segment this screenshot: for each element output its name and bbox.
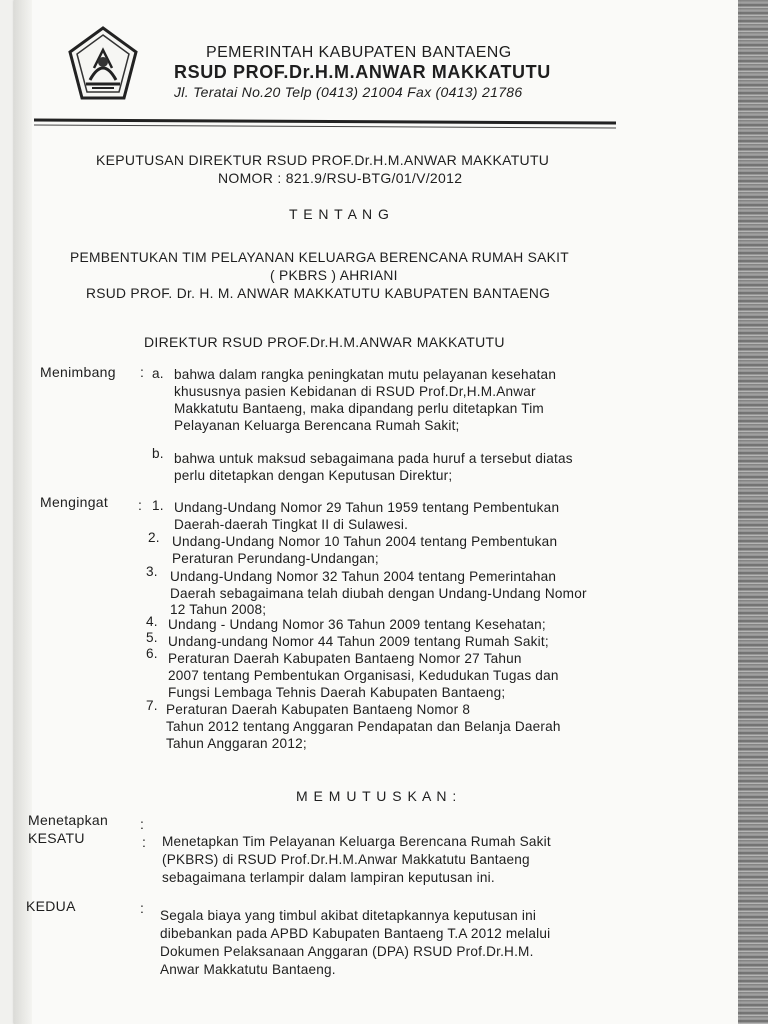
mengingat-item-line: Tahun Anggaran 2012; [166, 736, 307, 751]
menimbang-a-marker: a. [152, 366, 164, 381]
kedua-line-4: Anwar Makkatutu Bantaeng. [160, 962, 336, 977]
kesatu-colon: : [142, 834, 147, 850]
mengingat-item-num: 5. [146, 630, 158, 645]
mengingat-item-num: 7. [146, 698, 158, 713]
decree-number: NOMOR : 821.9/RSU-BTG/01/V/2012 [218, 170, 463, 186]
mengingat-item-line: Fungsi Lembaga Tehnis Daerah Kabupaten Bantaeng; [168, 685, 506, 700]
director-heading: DIREKTUR RSUD PROF.Dr.H.M.ANWAR MAKKATUTU [144, 334, 505, 350]
kedua-colon: : [140, 900, 145, 916]
menimbang-colon: : [140, 364, 145, 380]
header-address: Jl. Teratai No.20 Telp (0413) 21004 Fax (0413) 21786 [174, 84, 523, 100]
menimbang-b-marker: b. [152, 446, 164, 461]
kedua-line-3: Dokumen Pelaksanaan Anggaran (DPA) RSUD Prof.Dr.H.M. [160, 944, 534, 959]
decree-title: KEPUTUSAN DIREKTUR RSUD PROF.Dr.H.M.ANWAR MAKKATUTU [96, 152, 550, 168]
kesatu-line-1: Menetapkan Tim Pelayanan Keluarga Berencana Rumah Sakit [162, 834, 551, 849]
mengingat-item-num: 1. [152, 498, 164, 513]
kedua-label: KEDUA [26, 898, 76, 914]
menimbang-label: Menimbang [40, 364, 116, 380]
scan-edge-left [14, 0, 32, 1024]
mengingat-item-line: Undang - Undang Nomor 36 Tahun 2009 tentang Kesehatan; [168, 617, 546, 632]
menimbang-b-line-2: perlu ditetapkan dengan Keputusan Direktur; [174, 468, 453, 483]
menimbang-a-line-4: Pelayanan Keluarga Berencana Rumah Sakit; [174, 418, 460, 433]
mengingat-item-line: Peraturan Daerah Kabupaten Bantaeng Nomor 8 [166, 702, 471, 717]
menimbang-a-line-1: bahwa dalam rangka peningkatan mutu pelayanan kesehatan [174, 367, 557, 382]
menetapkan-colon: : [140, 816, 145, 832]
mengingat-item-num: 4. [146, 614, 158, 629]
regency-emblem-icon [68, 26, 138, 102]
mengingat-item-line: Daerah sebagaimana telah diubah dengan Undang-Undang Nomor [170, 586, 587, 601]
kesatu-line-2: (PKBRS) di RSUD Prof.Dr.H.M.Anwar Makkatutu Bantaeng [162, 852, 530, 867]
kesatu-line-3: sebagaimana terlampir dalam lampiran keputusan ini. [162, 870, 495, 885]
mengingat-label: Mengingat [40, 494, 109, 510]
mengingat-item-line: Undang-Undang Nomor 32 Tahun 2004 tentang Pemerintahan [170, 569, 557, 584]
mengingat-item-line: Peraturan Perundang-Undangan; [172, 551, 379, 566]
menimbang-a-line-3: Makkatutu Bantaeng, maka dipandang perlu ditetapkan Tim [174, 401, 544, 416]
menetapkan-label: Menetapkan [28, 812, 109, 828]
kedua-line-1: Segala biaya yang timbul akibat ditetapkannya keputusan ini [160, 908, 537, 923]
header-hospital-name: RSUD PROF.Dr.H.M.ANWAR MAKKATUTU [174, 62, 551, 82]
kesatu-label: KESATU [28, 830, 85, 846]
mengingat-item-line: 2007 tentang Pembentukan Organisasi, Kedudukan Tugas dan [168, 668, 559, 683]
mengingat-item-line: 12 Tahun 2008; [170, 602, 267, 617]
memutuskan-heading: M E M U T U S K A N : [296, 788, 458, 804]
mengingat-item-num: 2. [148, 530, 160, 545]
mengingat-item-line: Daerah-daerah Tingkat II di Sulawesi. [174, 517, 409, 532]
mengingat-item-line: Tahun 2012 tentang Anggaran Pendapatan dan Belanja Daerah [166, 719, 561, 734]
subject-line-1: PEMBENTUKAN TIM PELAYANAN KELUARGA BERENCANA RUMAH SAKIT [70, 250, 570, 265]
menimbang-a-line-2: khususnya pasien Kebidanan di RSUD Prof.Dr,H.M.Anwar [174, 384, 536, 399]
menimbang-b-line-1: bahwa untuk maksud sebagaimana pada huruf a tersebut diatas [174, 451, 573, 466]
mengingat-item-line: Undang-Undang Nomor 29 Tahun 1959 tentang Pembentukan [174, 500, 560, 515]
mengingat-item-line: Undang-undang Nomor 44 Tahun 2009 tentang Rumah Sakit; [168, 634, 549, 649]
subject-line-3: RSUD PROF. Dr. H. M. ANWAR MAKKATUTU KABUPATEN BANTAENG [86, 286, 551, 301]
tentang-heading: T E N T A N G [289, 206, 390, 222]
header-government: PEMERINTAH KABUPATEN BANTAENG [206, 44, 512, 61]
mengingat-item-num: 6. [146, 646, 158, 661]
mengingat-item-line: Peraturan Daerah Kabupaten Bantaeng Nomor 27 Tahun [168, 651, 522, 666]
scan-edge-right [738, 0, 768, 1024]
kedua-line-2: dibebankan pada APBD Kabupaten Bantaeng T.A 2012 melalui [160, 926, 551, 941]
subject-line-2: ( PKBRS ) AHRIANI [270, 268, 398, 283]
mengingat-item-num: 3. [146, 564, 158, 579]
mengingat-colon: : [138, 497, 143, 513]
mengingat-item-line: Undang-Undang Nomor 10 Tahun 2004 tentang Pembentukan [172, 534, 558, 549]
